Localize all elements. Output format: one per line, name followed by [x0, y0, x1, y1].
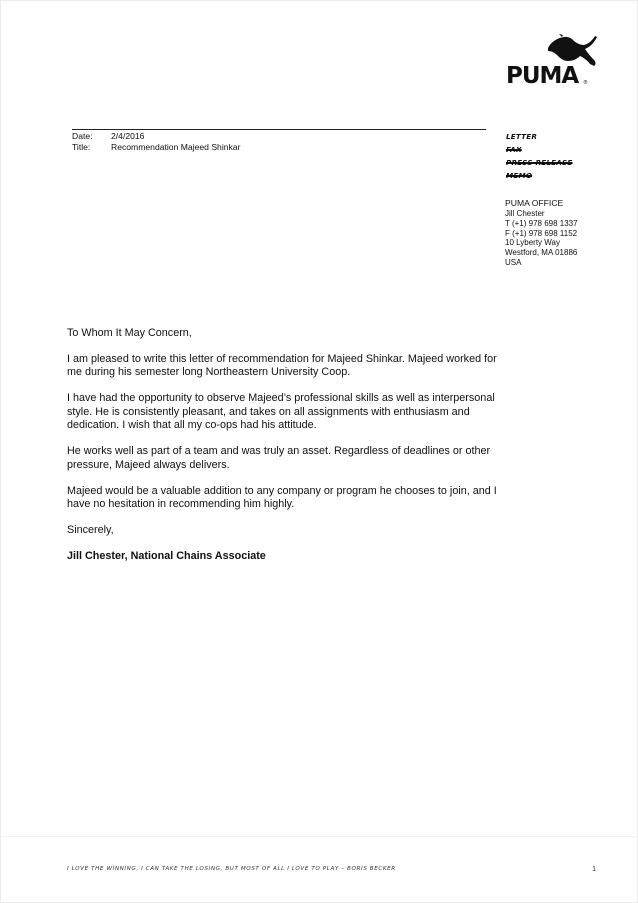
date-value: 2/4/2016: [111, 131, 145, 141]
office-street: 10 Lyberty Way: [505, 238, 560, 248]
doc-type-letter: LETTER: [506, 132, 538, 141]
doc-type-fax: FAX: [506, 145, 522, 154]
date-label: Date:: [72, 131, 93, 141]
date-row: [72, 131, 240, 142]
office-phone: T (+1) 978 698 1337: [505, 218, 578, 228]
office-fax: F (+1) 978 698 1152: [505, 228, 578, 238]
puma-wordmark: PUMA: [506, 63, 579, 86]
page-number: 1: [592, 864, 597, 873]
title-value: Recommendation Majeed Shinkar: [111, 142, 241, 152]
doc-type-memo: MEMO: [506, 171, 533, 180]
office-city: Westford, MA 01886: [505, 248, 578, 258]
footer-rule: [0, 836, 638, 837]
document-type-list: [506, 130, 573, 182]
registered-mark: ®: [583, 80, 588, 86]
paragraph-intro: I am pleased to write this letter of recommendation for Majeed Shinkar. Majeed worked for me during his semester long Northeastern University Coop.: [67, 353, 497, 379]
title-row: [72, 142, 240, 153]
office-contact-name: Jill Chester: [505, 209, 545, 218]
office-title: PUMA OFFICE: [505, 198, 564, 208]
signature: Jill Chester, National Chains Associate: [67, 550, 266, 563]
header-rule: [72, 129, 486, 130]
letter-meta: [72, 131, 240, 153]
puma-logo: [504, 34, 600, 86]
puma-cat-icon: [548, 36, 597, 66]
paragraph-teamwork: He works well as part of a team and was truly an asset. Regardless of deadlines or other pressure, Majeed always delivers.: [67, 445, 491, 471]
footer-quote: I LOVE THE WINNING, I CAN TAKE THE LOSING, BUT MOST OF ALL I LOVE TO PLAY – BORIS BECKER: [67, 866, 396, 872]
paragraph-recommendation: Majeed would be a valuable addition to any company or program he chooses to join, and I have no hesitation in recommending him highly.: [67, 484, 497, 511]
title-label: Title:: [72, 142, 91, 152]
letter-body: [67, 327, 507, 576]
closing: Sincerely,: [67, 524, 114, 537]
paragraph-skills: I have had the opportunity to observe Majeed’s professional skills as well as interpersonal style. He is consistently pleasant, and takes on all assignments with enthusiasm and dedication. I wish that all my co-ops had his attitude.: [67, 392, 495, 432]
salutation: To Whom It May Concern,: [67, 327, 192, 339]
doc-type-press-release: PRESS RELEASE: [506, 158, 573, 167]
office-address-block: [505, 198, 578, 268]
office-country: USA: [505, 257, 522, 267]
